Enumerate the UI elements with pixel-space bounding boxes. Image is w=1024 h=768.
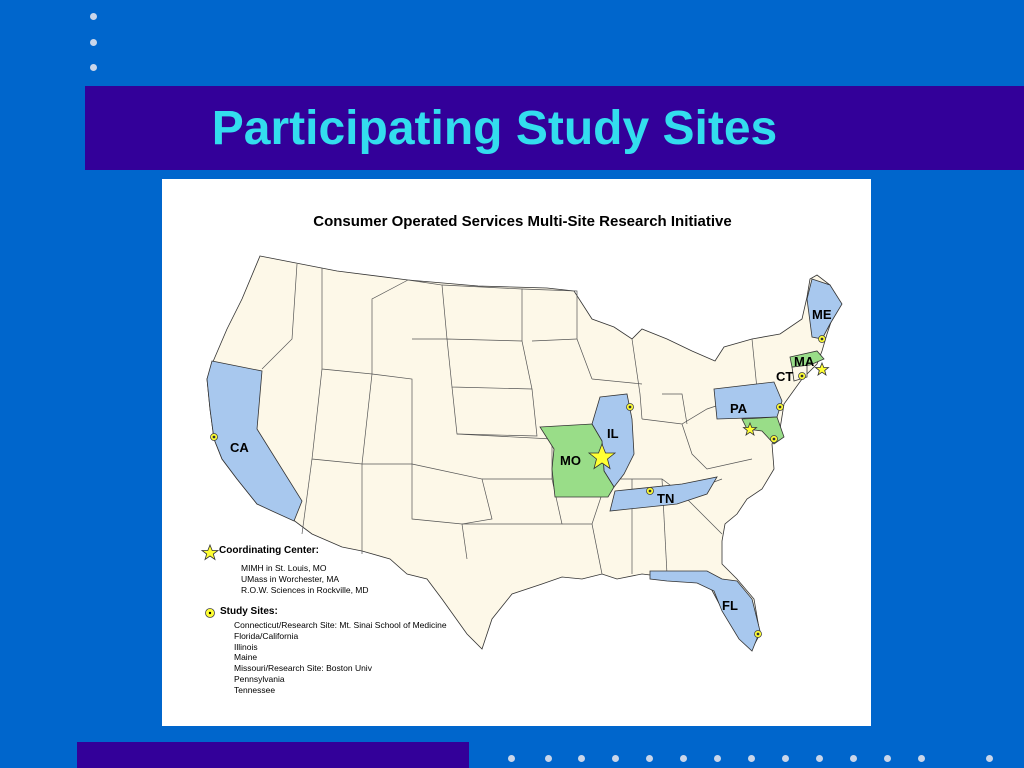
state-label-ct: CT [776, 369, 794, 384]
title-bar [85, 86, 1024, 170]
state-label-pa: PA [730, 401, 748, 416]
decorative-dot [680, 755, 687, 762]
decorative-dot [508, 755, 515, 762]
legend-star-icon [202, 545, 218, 560]
decorative-dot [816, 755, 823, 762]
legend-coordinating-item: UMass in Worchester, MA [241, 573, 340, 584]
state-label-ca: CA [230, 440, 249, 455]
decorative-dot [986, 755, 993, 762]
state-pa [714, 382, 782, 419]
legend-site-item: Tennessee [234, 684, 276, 695]
map-title: Consumer Operated Services Multi-Site Research Initiative [313, 213, 732, 230]
legend-site-item: Missouri/Research Site: Boston Univ [234, 663, 372, 674]
decorative-dot [646, 755, 653, 762]
state-label-fl: FL [722, 598, 738, 613]
decorative-dot [90, 64, 97, 71]
legend-site-item: Illinois [234, 641, 258, 652]
legend-coordinating-list [241, 563, 369, 595]
slide-title: Participating Study Sites [211, 101, 778, 155]
state-label-tn: TN [657, 491, 675, 506]
decorative-dot [884, 755, 891, 762]
state-fl [650, 571, 760, 651]
state-label-ma: MA [794, 354, 815, 369]
map-panel [162, 179, 871, 726]
star-icon [816, 363, 829, 375]
legend-site-item: Maine [234, 652, 258, 663]
state-label-il: IL [607, 426, 619, 441]
legend-coordinating-item: MIMH in St. Louis, MO [241, 563, 327, 573]
legend-sites-list [234, 620, 447, 696]
legend-site-item: Connecticut/Research Site: Mt. Sinai School of Medicine [234, 620, 447, 630]
decorative-dot [612, 755, 619, 762]
decorative-dot [714, 755, 721, 762]
decorative-dot [90, 13, 97, 20]
decorative-dot [782, 755, 789, 762]
decorative-dot [918, 755, 925, 762]
legend-sites-title: Study Sites: [220, 606, 278, 617]
legend-site-item: Florida/California [234, 630, 299, 641]
decorative-dot [545, 755, 552, 762]
legend-site-item: Pennsylvania [234, 673, 285, 684]
bottom-bar [77, 742, 469, 768]
legend-coordinating-item: R.O.W. Sciences in Rockville, MD [241, 584, 369, 595]
state-label-mo: MO [560, 453, 581, 468]
decorative-dot [850, 755, 857, 762]
state-label-me: ME [812, 307, 832, 322]
decorative-dot [90, 39, 97, 46]
decorative-dot [748, 755, 755, 762]
legend-coordinating-title: Coordinating Center: [219, 545, 319, 556]
decorative-dot [578, 755, 585, 762]
